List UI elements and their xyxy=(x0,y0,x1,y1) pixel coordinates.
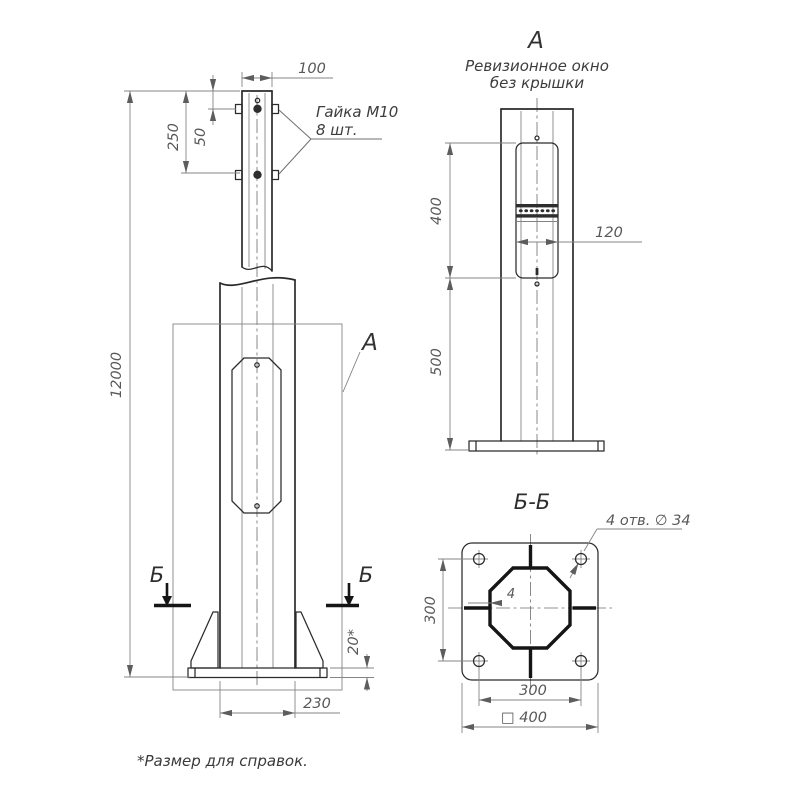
section-bb-title: Б-Б xyxy=(513,490,551,514)
base-plate-front xyxy=(188,668,327,678)
dim-20 xyxy=(330,629,374,691)
bolt-hole xyxy=(572,550,590,568)
revision-window-front xyxy=(232,358,281,513)
dim-230-text: 230 xyxy=(303,696,331,712)
pole-view-a xyxy=(469,109,604,451)
holes-note xyxy=(570,513,691,578)
dim-300-v-text: 300 xyxy=(423,596,439,624)
dim-120-text: 120 xyxy=(595,225,623,241)
bolt-head-upper xyxy=(253,105,261,113)
section-cut-markers xyxy=(150,563,373,607)
section-label-right: Б xyxy=(358,563,374,587)
dim-500-text: 500 xyxy=(429,348,445,376)
nut-label-line1: Гайка М10 xyxy=(316,103,399,121)
nut-tab xyxy=(272,171,279,180)
dim-300-vertical xyxy=(423,559,471,661)
dim-sq400-text: □ 400 xyxy=(501,710,547,726)
dim-100-text: 100 xyxy=(298,61,326,77)
nut-tab xyxy=(272,105,279,114)
bolt-hole xyxy=(470,550,488,568)
dim-4-text: 4 xyxy=(506,587,516,602)
bolt-hole xyxy=(572,652,590,670)
view-a-subtitle-1: Ревизионное окно xyxy=(465,57,609,75)
dim-400-text: 400 xyxy=(429,197,445,225)
footnote: *Размер для справок. xyxy=(137,752,308,770)
dim-50-text: 50 xyxy=(193,127,209,147)
dim-500 xyxy=(429,278,470,450)
window-latch xyxy=(536,268,539,275)
base-plate-view-a xyxy=(469,441,604,451)
nut-label-line2: 8 шт. xyxy=(316,121,358,139)
nut-callout xyxy=(279,103,398,174)
view-a-pointer-label: А xyxy=(362,330,378,356)
small-hole xyxy=(255,98,259,102)
dim-300-h-text: 300 xyxy=(519,683,547,699)
dim-12000-text: 12000 xyxy=(109,351,125,399)
base-assembly xyxy=(188,612,327,678)
gusset-left xyxy=(191,612,218,668)
pole-body xyxy=(220,278,295,668)
nut-tab xyxy=(236,105,243,114)
bolt-head-lower xyxy=(253,171,261,179)
main-front-view xyxy=(109,61,398,718)
dim-230 xyxy=(220,681,340,718)
view-a xyxy=(429,28,642,458)
dim-400 xyxy=(429,143,516,278)
dim-100 xyxy=(242,61,333,87)
holes-note-text: 4 отв. ∅ 34 xyxy=(606,513,691,529)
dim-20-text: 20* xyxy=(346,629,362,655)
dim-120 xyxy=(516,225,642,242)
gusset-right xyxy=(296,612,323,668)
dim-250-text: 250 xyxy=(166,123,182,151)
dim-50 xyxy=(193,75,236,146)
view-a-title: А xyxy=(528,28,544,54)
nut-tab xyxy=(236,171,243,180)
section-bb xyxy=(423,490,691,733)
section-label-left: Б xyxy=(149,563,165,587)
break-line-lower xyxy=(220,278,295,286)
bolt-hole xyxy=(470,652,488,670)
view-a-subtitle-2: без крышки xyxy=(489,74,585,92)
